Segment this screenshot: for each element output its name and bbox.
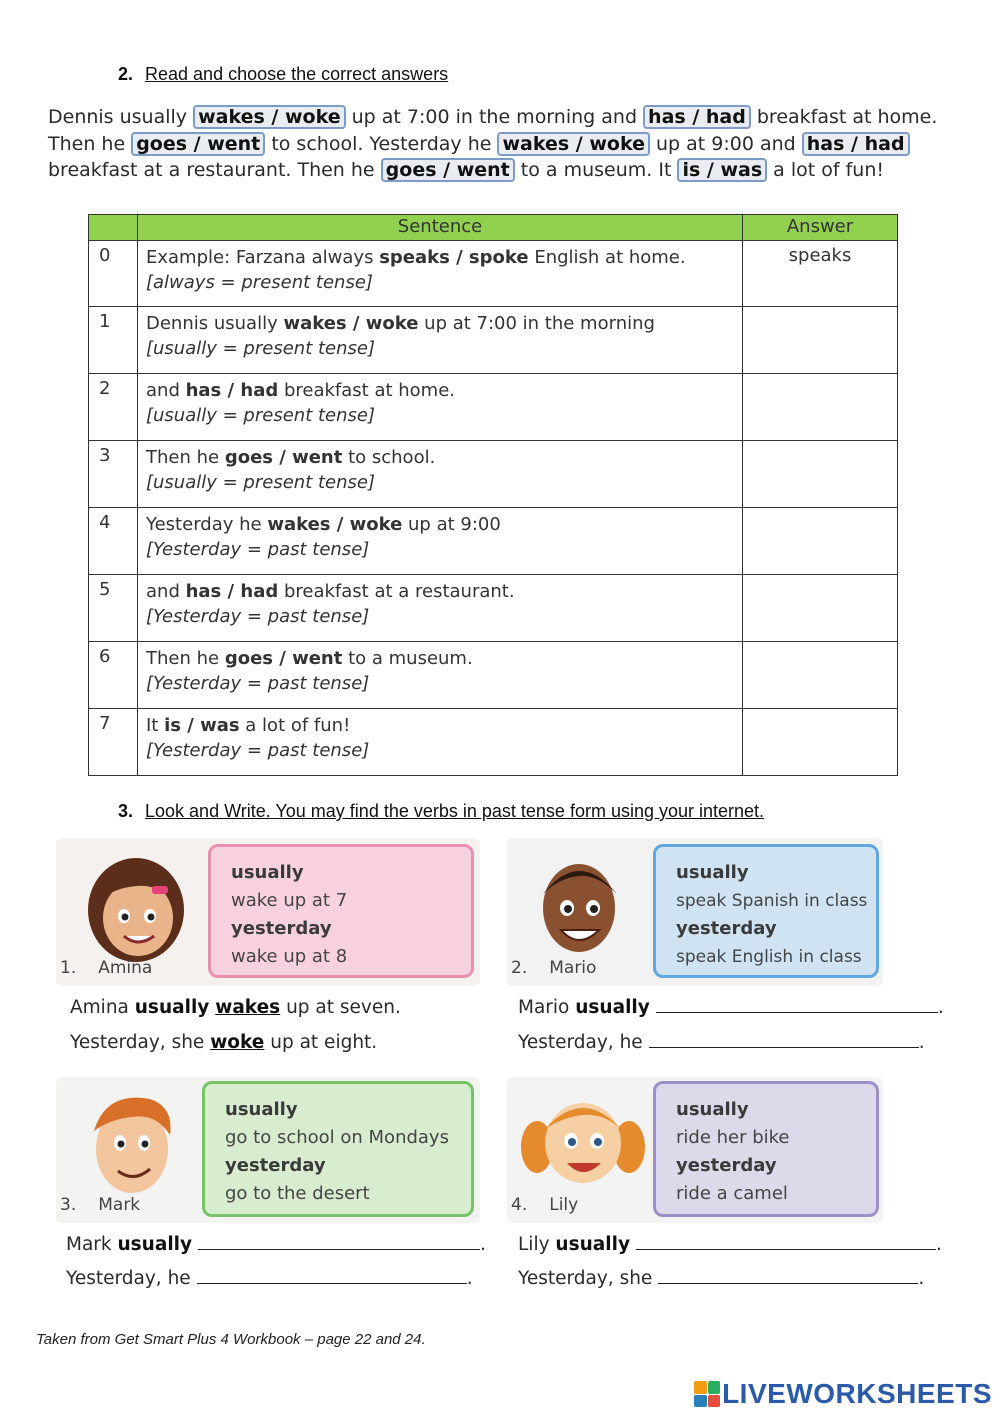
usually-label: usually	[676, 862, 749, 883]
answer-blank[interactable]	[658, 1280, 918, 1284]
sentence-text	[146, 646, 734, 671]
yesterday-activity: speak English in class	[676, 947, 862, 967]
row-number: 3	[89, 441, 138, 508]
answer-cell[interactable]	[743, 642, 898, 709]
answer-blank[interactable]	[649, 1044, 919, 1048]
picture-card-mark	[56, 1077, 480, 1223]
verb-choices: wakes / woke	[267, 514, 403, 535]
sentence-cell	[138, 642, 743, 709]
sentence-cell	[138, 241, 743, 307]
answer-choice-box[interactable]: goes / went	[381, 158, 515, 182]
table-row	[89, 307, 898, 374]
answer-line-lily-1	[518, 1234, 942, 1255]
usually-label: usually	[225, 1099, 298, 1120]
yesterday-label: yesterday	[225, 1155, 326, 1176]
picture-card-mario	[507, 838, 883, 986]
line-text: Amina	[70, 997, 135, 1018]
line-text: Mario	[518, 997, 576, 1018]
sentence-text	[146, 713, 734, 738]
answer-line-mario-1	[518, 997, 944, 1018]
row-number: 5	[89, 575, 138, 642]
sentence-part: Yesterday he	[146, 514, 268, 535]
passage-text: breakfast at a restaurant. Then he	[48, 159, 381, 181]
sentence-cell	[138, 709, 743, 776]
sentence-part: to a museum.	[342, 648, 473, 669]
line-keyword: usually	[134, 997, 210, 1018]
line-text: Lily	[518, 1234, 556, 1255]
yesterday-activity: go to the desert	[225, 1183, 370, 1204]
table-row	[89, 575, 898, 642]
sentence-text	[146, 378, 734, 403]
usually-activity: go to school on Mondays	[225, 1127, 449, 1148]
table-row	[89, 441, 898, 508]
sentence-part: breakfast at a restaurant.	[278, 581, 515, 602]
sentence-part: a lot of fun!	[239, 715, 351, 736]
line-end: .	[918, 1032, 925, 1053]
sentence-part: and	[146, 380, 186, 401]
card-name: Mark	[98, 1195, 141, 1215]
row-number: 0	[89, 241, 138, 307]
table-row	[89, 642, 898, 709]
card-name: Amina	[98, 958, 153, 978]
speech-bubble	[653, 844, 879, 978]
sentence-part: English at home.	[528, 247, 686, 268]
line-keyword: usually	[117, 1234, 193, 1255]
picture-card-amina	[56, 838, 480, 986]
sentence-part: Then he	[146, 447, 225, 468]
liveworksheets-logo	[694, 1378, 992, 1410]
line-text: Yesterday, he	[66, 1268, 191, 1289]
card-caption	[511, 958, 596, 978]
column-header-answer: Answer	[743, 215, 898, 241]
answer-line-amina-1	[70, 997, 401, 1018]
card-number: 3.	[60, 1195, 77, 1215]
row-number: 4	[89, 508, 138, 575]
line-keyword: usually	[555, 1234, 630, 1255]
answer-choice-box[interactable]: is / was	[677, 158, 767, 182]
row-number: 1	[89, 307, 138, 374]
card-caption	[60, 1195, 140, 1215]
sentence-text	[146, 245, 734, 270]
answer-blank[interactable]	[198, 1246, 480, 1250]
line-end: .	[937, 997, 944, 1018]
tense-hint: [usually = present tense]	[146, 472, 375, 493]
section-3-heading	[118, 801, 764, 822]
passage-text: breakfast at home. Then he	[48, 106, 938, 155]
brand-name: LIVEWORKSHEETS	[722, 1378, 992, 1409]
example-answer: wakes	[215, 997, 281, 1018]
column-header-number	[89, 215, 138, 241]
passage-text: a lot of fun!	[767, 159, 884, 181]
answer-cell[interactable]	[743, 441, 898, 508]
sentence-part: Example: Farzana always	[146, 247, 380, 268]
card-caption	[511, 1195, 578, 1215]
card-name: Mario	[549, 958, 597, 978]
line-end: .	[480, 1234, 486, 1255]
sentence-part: up at 7:00 in the morning	[418, 313, 655, 334]
section-number: 2.	[118, 64, 134, 84]
answer-blank[interactable]	[197, 1280, 467, 1284]
card-caption	[60, 958, 152, 978]
passage-text: to a museum. It	[514, 159, 678, 181]
answer-choice-box[interactable]: has / had	[643, 105, 751, 129]
verb-choices: has / had	[185, 581, 279, 602]
table-row	[89, 709, 898, 776]
tense-hint: [usually = present tense]	[146, 405, 375, 426]
verb-choices: has / had	[185, 380, 279, 401]
card-number: 1.	[60, 958, 77, 978]
source-credit: Taken from Get Smart Plus 4 Workbook – page 22 and 24.	[36, 1331, 426, 1348]
answer-line-mark-1	[66, 1234, 486, 1255]
sentence-cell	[138, 441, 743, 508]
row-number: 6	[89, 642, 138, 709]
sentence-cell	[138, 374, 743, 441]
sentence-cell	[138, 575, 743, 642]
line-text: up at seven.	[280, 997, 401, 1018]
card-name: Lily	[549, 1195, 579, 1215]
sentence-table	[88, 214, 898, 776]
sentence-cell	[138, 307, 743, 374]
speech-bubble	[653, 1081, 879, 1217]
row-number: 2	[89, 374, 138, 441]
yesterday-label: yesterday	[231, 918, 332, 939]
sentence-part: and	[146, 581, 186, 602]
verb-choices: goes / went	[224, 648, 343, 669]
tense-hint: [Yesterday = past tense]	[146, 539, 370, 560]
answer-choice-box[interactable]: wakes / woke	[497, 132, 649, 156]
line-text: Yesterday, he	[518, 1032, 643, 1053]
sentence-part: Then he	[146, 648, 225, 669]
line-end: .	[936, 1234, 942, 1255]
table-row	[89, 241, 898, 307]
usually-activity: wake up at 7	[231, 890, 348, 911]
passage-text: to school. Yesterday he	[265, 132, 498, 155]
answer-cell[interactable]	[743, 374, 898, 441]
answer-choice-box[interactable]: goes / went	[131, 132, 265, 156]
sentence-part: It	[146, 715, 165, 736]
line-end: .	[466, 1268, 473, 1289]
column-header-sentence: Sentence	[138, 215, 743, 241]
tense-hint: [Yesterday = past tense]	[146, 673, 370, 694]
line-text: Yesterday, she	[70, 1032, 211, 1053]
reading-passage	[48, 104, 948, 184]
section-2-heading	[118, 64, 448, 85]
line-text: Mark	[66, 1234, 118, 1255]
usually-label: usually	[231, 862, 304, 883]
answer-line-lily-2	[518, 1268, 924, 1289]
section-title: Read and choose the correct answers	[145, 64, 449, 84]
answer-blank[interactable]	[636, 1246, 936, 1250]
answer-cell[interactable]	[743, 508, 898, 575]
yesterday-label: yesterday	[676, 918, 777, 939]
passage-text: up at 9:00 and	[649, 132, 802, 155]
row-number: 7	[89, 709, 138, 776]
table-row	[89, 374, 898, 441]
sentence-text	[146, 445, 734, 470]
speech-bubble	[202, 1081, 474, 1217]
tense-hint: [Yesterday = past tense]	[146, 606, 370, 627]
answer-cell[interactable]	[743, 575, 898, 642]
answer-blank[interactable]	[656, 1009, 938, 1013]
verb-choices: wakes / woke	[283, 313, 419, 334]
section-title: Look and Write. You may find the verbs in past tense form using your internet.	[145, 801, 765, 821]
sentence-part: breakfast at home.	[278, 380, 455, 401]
passage-text: up at 7:00 in the morning and	[345, 106, 644, 128]
usually-activity: ride her bike	[676, 1127, 790, 1148]
answer-choice-box[interactable]: wakes / woke	[193, 105, 345, 129]
card-number: 2.	[511, 958, 528, 978]
line-end: .	[918, 1268, 925, 1289]
sentence-part: to school.	[342, 447, 436, 468]
tense-hint: [usually = present tense]	[146, 338, 375, 359]
yesterday-activity: wake up at 8	[231, 946, 348, 967]
sentence-cell	[138, 508, 743, 575]
passage-text: Dennis usually	[48, 106, 194, 128]
sentence-part: up at 9:00	[402, 514, 501, 535]
answer-cell[interactable]	[743, 307, 898, 374]
answer-cell[interactable]	[743, 709, 898, 776]
verb-choices: is / was	[164, 715, 240, 736]
sentence-part: Dennis usually	[146, 313, 284, 334]
table-header-row	[89, 215, 898, 241]
tense-hint: [always = present tense]	[146, 272, 373, 293]
yesterday-activity: ride a camel	[676, 1183, 788, 1204]
card-number: 4.	[511, 1195, 528, 1215]
line-keyword: usually	[575, 997, 650, 1018]
table-row	[89, 508, 898, 575]
section-number: 3.	[118, 801, 134, 821]
answer-choice-box[interactable]: has / had	[802, 132, 910, 156]
tense-hint: [Yesterday = past tense]	[146, 740, 370, 761]
verb-choices: speaks / spoke	[379, 247, 529, 268]
line-text: up at eight.	[264, 1032, 378, 1053]
verb-choices: goes / went	[224, 447, 343, 468]
picture-card-lily	[507, 1077, 883, 1223]
logo-icon	[694, 1381, 720, 1407]
example-answer: woke	[210, 1032, 265, 1053]
usually-label: usually	[676, 1099, 749, 1120]
sentence-text	[146, 311, 734, 336]
speech-bubble	[208, 844, 474, 978]
answer-line-mario-2	[518, 1032, 925, 1053]
usually-activity: speak Spanish in class	[676, 891, 868, 911]
yesterday-label: yesterday	[676, 1155, 777, 1176]
sentence-text	[146, 512, 734, 537]
answer-line-mark-2	[66, 1268, 473, 1289]
sentence-text	[146, 579, 734, 604]
line-text: Yesterday, she	[518, 1268, 653, 1289]
answer-line-amina-2	[70, 1032, 377, 1053]
answer-cell: speaks	[743, 241, 898, 307]
